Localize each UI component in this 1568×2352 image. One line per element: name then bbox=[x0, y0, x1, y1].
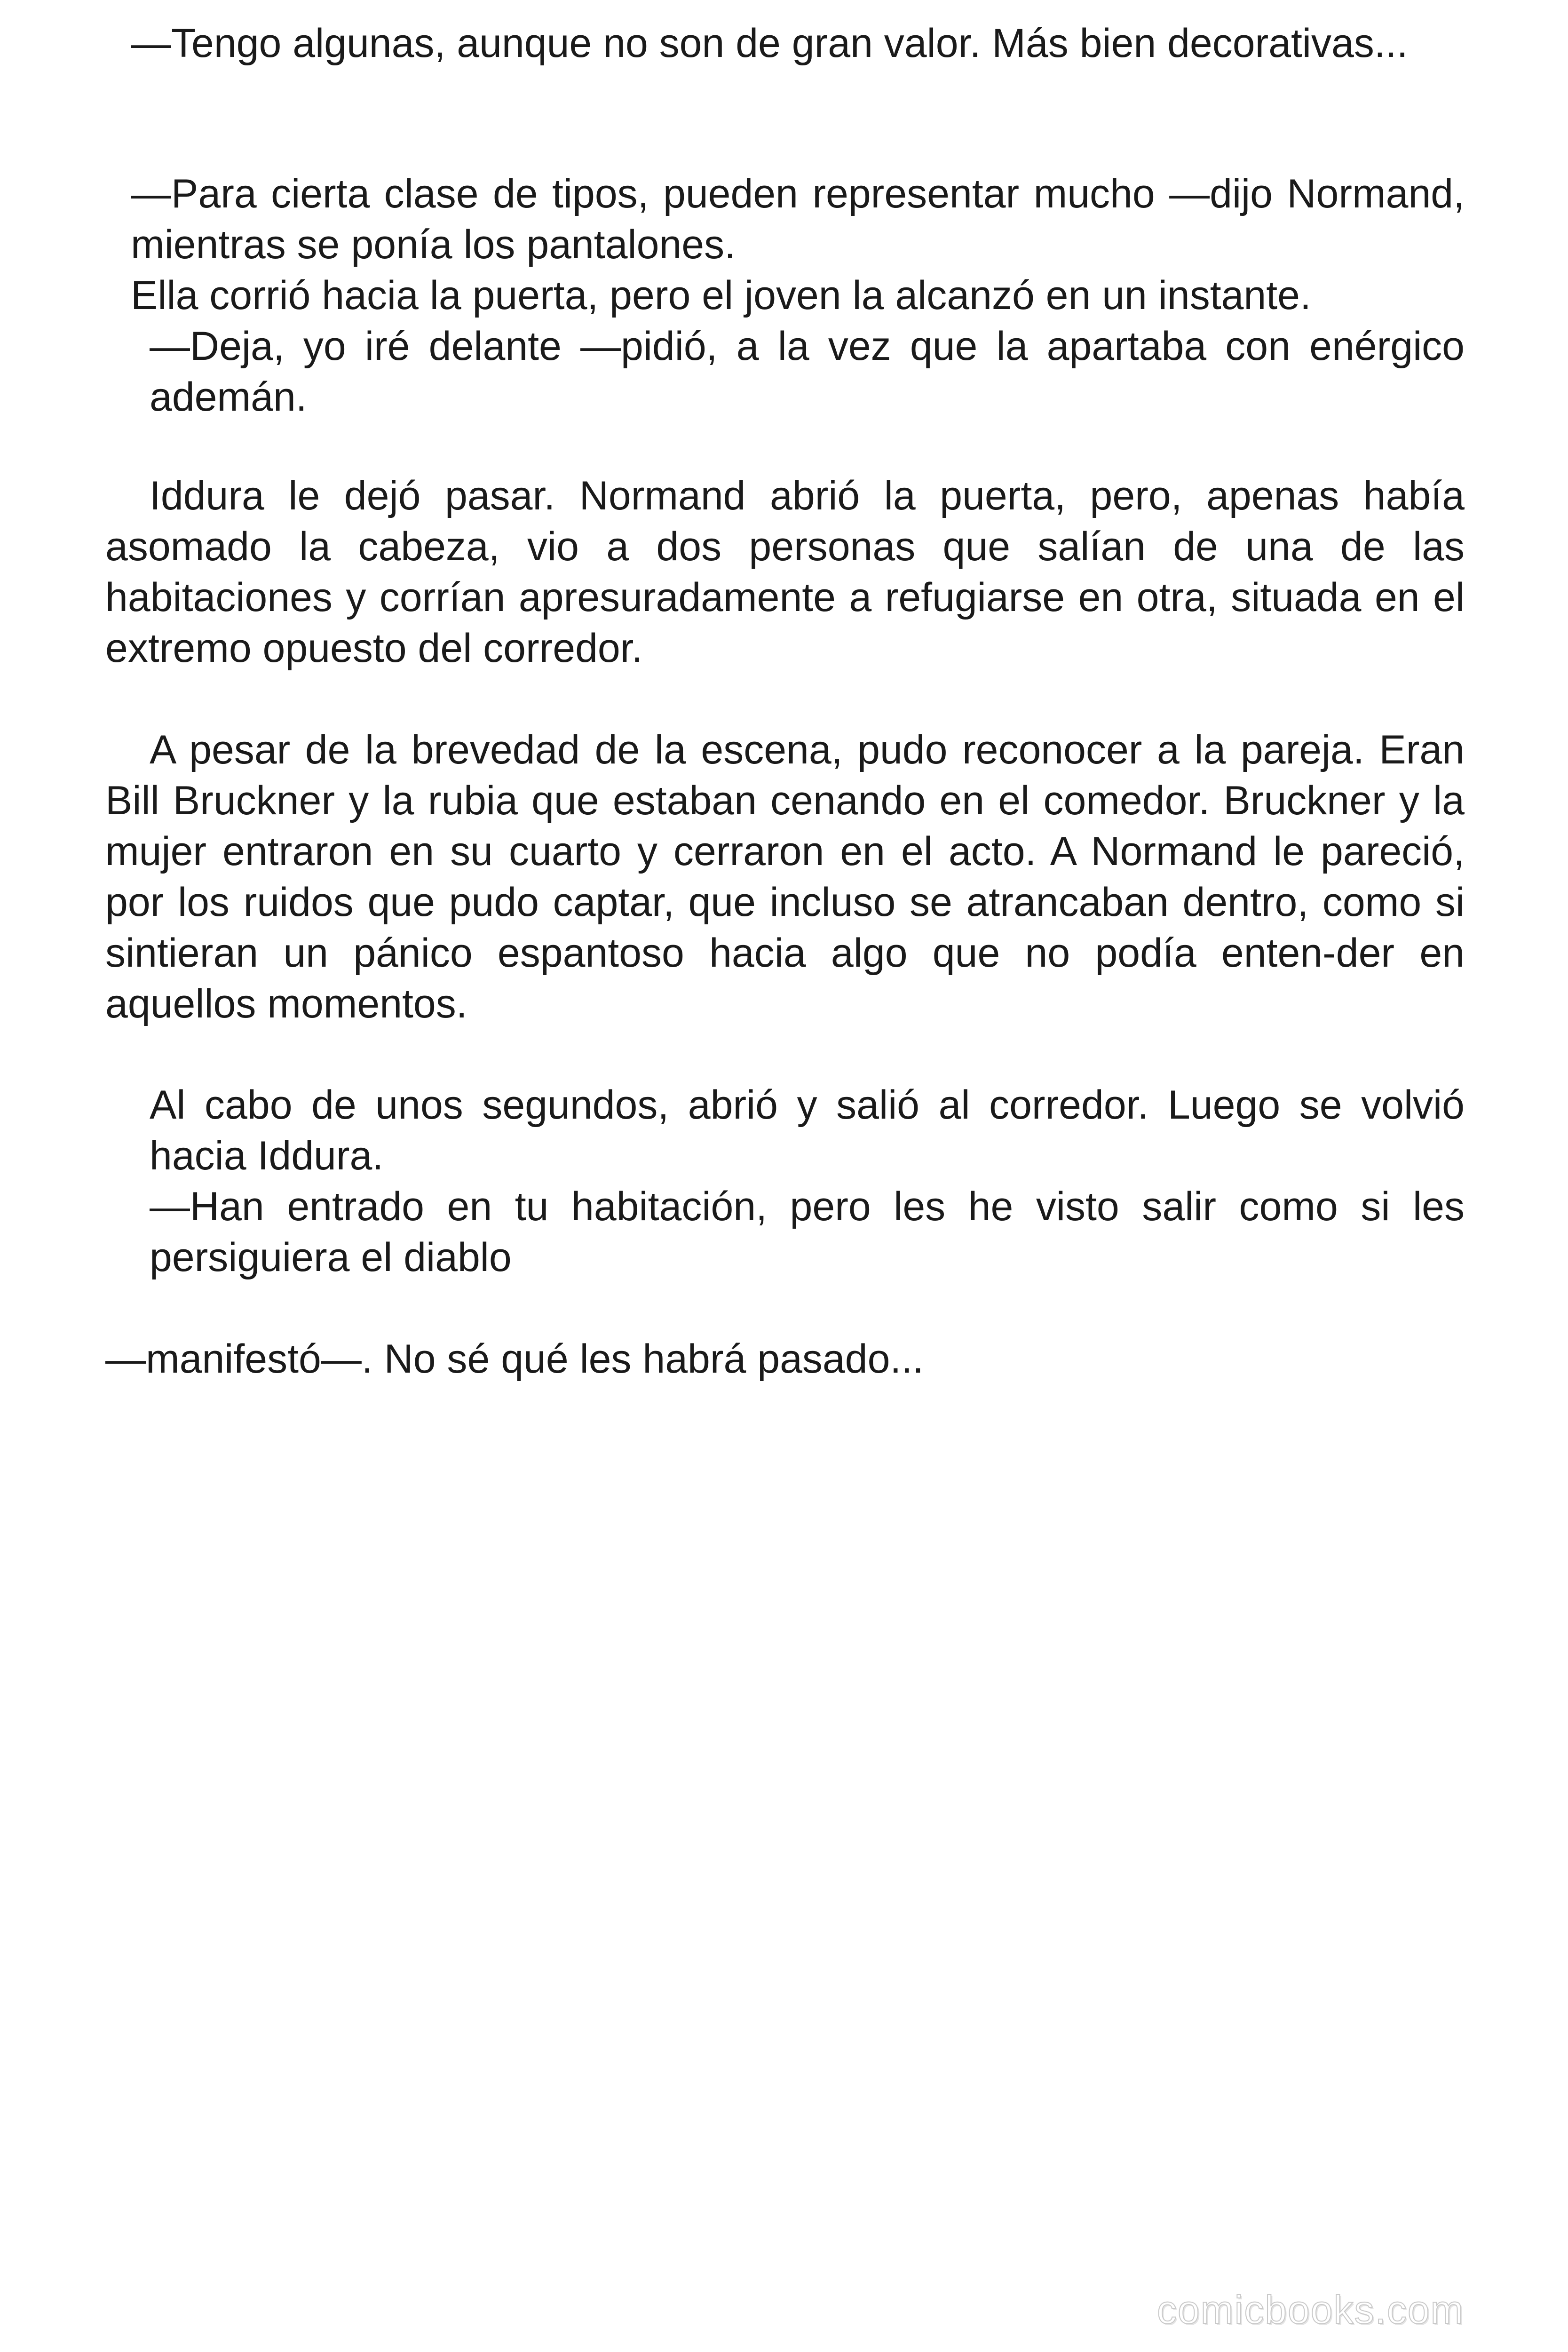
paragraph-manifesto: —manifestó—. No sé qué les habrá pasado... bbox=[105, 1336, 924, 1382]
watermark-logo: comicbooks.com bbox=[1157, 2288, 1465, 2332]
paragraph-a-pesar-de: A pesar de la brevedad de la escena, pudo reconocer a la pareja. Eran Bill Bruckner y la rubia que estaban cenando en el comedor. Bruckner y la mujer entraron en su cuarto y cerraron en el acto. A Normand le pareció, por los ruidos que pudo captar, que incluso se atrancaban dentro, como si sintieran un pánico espantoso hacia algo que no podía enten-der en aquellos momentos. bbox=[105, 727, 1465, 1026]
paragraph-al-cabo-de: Al cabo de unos segundos, abrió y salió al corredor. Luego se volvió hacia Iddura. bbox=[150, 1082, 1465, 1178]
paragraph-tengo-algunas: —Tengo algunas, aunque no son de gran valor. Más bien decorativas... bbox=[131, 21, 1408, 66]
paragraph-deja-yo-ire: —Deja, yo iré delante —pidió, a la vez que la apartaba con enérgico ademán. bbox=[150, 324, 1465, 420]
paragraph-ella-corrio: Ella corrió hacia la puerta, pero el joven la alcanzó en un instante. bbox=[131, 273, 1311, 318]
paragraph-han-entrado: —Han entrado en tu habitación, pero les he visto salir como si les persiguiera el diablo bbox=[150, 1184, 1465, 1280]
paragraph-para-cierta-clase: —Para cierta clase de tipos, pueden representar mucho —dijo Normand, mientras se ponía los pantalones. bbox=[131, 171, 1465, 267]
paragraph-iddura-le-dejo: Iddura le dejó pasar. Normand abrió la puerta, pero, apenas había asomado la cabeza, vio a dos personas que salían de una de las habitaciones y corrían apresuradamente a refugiarse en otra, situada en el extremo opuesto del corredor. bbox=[105, 473, 1465, 671]
